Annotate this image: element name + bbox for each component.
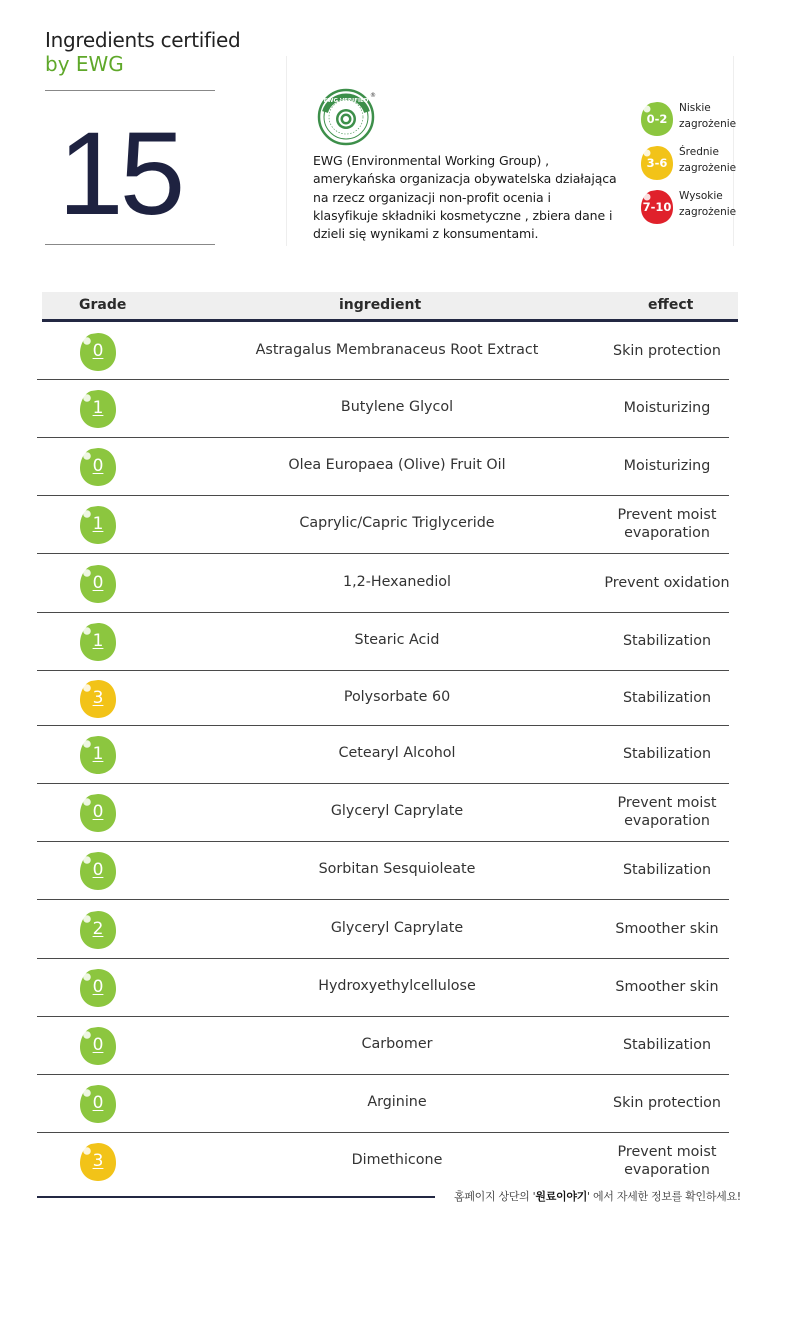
ingredient-effect	[597, 861, 737, 879]
table-row	[37, 842, 729, 900]
legend-label-line2: zagrożenie	[679, 162, 737, 174]
grade-value: 1	[92, 398, 104, 418]
grade-value: 3	[92, 1150, 104, 1171]
effect-line2: evaporation	[624, 1161, 710, 1178]
effect-line1: Stabilization	[622, 1037, 712, 1053]
legend-label-line1: Średnie	[679, 146, 719, 158]
column-header-effect: effect	[648, 297, 694, 313]
column-header-grade: Grade	[79, 297, 127, 313]
grade-value: 0	[92, 340, 104, 361]
svg-text:EWG VERIFIED: EWG VERIFIED	[323, 98, 369, 104]
ingredient-effect	[597, 1036, 737, 1054]
ingredient-name: Butylene Glycol	[340, 399, 454, 415]
ingredient-effect	[597, 978, 737, 996]
ewg-description: EWG (Environmental Working Group) , amerykańska organizacja obywatelska działająca na rzecz organizacji non-profit ocenia i klasyfikuje składniki kosmetyczne , zbiera dane i dzieli się wynikami z konsumentami.	[313, 153, 617, 242]
ingredient-effect	[597, 1143, 737, 1179]
table-row	[37, 1017, 729, 1075]
effect-line1: Skin protection	[613, 342, 721, 359]
grade-value: 1	[92, 631, 104, 651]
effect-line1: Stabilization	[622, 689, 712, 706]
effect-line1: Prevent moist	[617, 1143, 717, 1160]
table-row	[37, 784, 729, 842]
effect-line1: Stabilization	[622, 746, 712, 762]
column-header-ingredient: ingredient	[339, 297, 422, 313]
effect-line1: Prevent oxidation	[604, 574, 730, 591]
effect-line2: evaporation	[624, 813, 710, 829]
table-row	[37, 900, 729, 959]
table-row	[37, 959, 729, 1017]
ingredient-name: Glyceryl Caprylate	[330, 803, 464, 819]
footer-note-prefix: 홈페이지 상단의 '	[454, 1190, 536, 1203]
ingredient-name: Cetearyl Alcohol	[338, 745, 456, 761]
grade-value: 0	[92, 977, 104, 997]
ingredient-effect	[597, 920, 737, 938]
effect-line1: Prevent moist	[617, 795, 717, 811]
table-row	[37, 726, 729, 784]
ingredient-name: Sorbitan Sesquioleate	[318, 861, 476, 877]
grade-value: 2	[92, 918, 104, 939]
registered-mark-icon: ®	[370, 92, 376, 99]
legend-label	[679, 144, 739, 176]
table-row	[37, 323, 729, 380]
effect-line1: Prevent moist	[617, 507, 717, 523]
ewg-info-card	[286, 56, 737, 246]
ingredient-name: Arginine	[367, 1094, 427, 1110]
legend-label-line2: zagrożenie	[679, 206, 737, 218]
ingredient-name: Stearic Acid	[354, 632, 440, 648]
divider-bottom	[45, 244, 215, 245]
effect-line1: Skin protection	[613, 1095, 721, 1111]
legend-item-moderate	[639, 144, 739, 184]
ingredient-name: Hydroxyethylcellulose	[318, 978, 476, 994]
grade-value: 0	[92, 456, 104, 476]
title-block	[45, 28, 241, 76]
page-subtitle: by EWG	[45, 52, 124, 76]
ingredient-effect	[597, 506, 737, 542]
effect-line1: Moisturizing	[623, 400, 711, 416]
grade-value: 0	[92, 572, 104, 593]
ingredient-effect	[597, 574, 737, 592]
ingredient-count: 15	[58, 108, 182, 240]
ingredient-effect	[597, 632, 737, 650]
legend-item-high	[639, 188, 739, 228]
legend-label	[679, 188, 739, 220]
ingredient-effect	[597, 457, 737, 475]
ingredient-name: Olea Europaea (Olive) Fruit Oil	[288, 457, 506, 473]
table-row	[37, 554, 729, 613]
grade-value: 3	[92, 687, 104, 708]
ingredient-name: Dimethicone	[351, 1151, 443, 1168]
effect-line1: Moisturizing	[623, 458, 711, 474]
grade-value: 0	[92, 860, 104, 880]
footer-note	[454, 1188, 741, 1204]
legend-range: 0-2	[646, 112, 668, 126]
legend-range: 3-6	[646, 156, 668, 170]
ingredient-name: Glyceryl Caprylate	[330, 919, 464, 936]
ingredient-name: Carbomer	[361, 1036, 433, 1052]
grade-value: 0	[92, 802, 104, 822]
footer-note-suffix: ' 에서 자세한 정보를 확인하세요!	[587, 1190, 741, 1203]
ingredient-name: Polysorbate 60	[343, 688, 451, 705]
legend-label-line1: Wysokie	[679, 190, 723, 202]
ewg-verified-seal-icon	[317, 88, 375, 146]
effect-line1: Smoother skin	[615, 920, 719, 937]
legend-label	[679, 100, 739, 132]
legend-label-line2: zagrożenie	[679, 118, 737, 130]
ingredient-effect	[597, 745, 737, 763]
table-row	[37, 671, 729, 726]
effect-line1: Smoother skin	[615, 979, 719, 995]
legend-label-line1: Niskie	[679, 102, 711, 114]
page-title: Ingredients certified	[45, 28, 241, 52]
grade-value: 0	[92, 1035, 104, 1055]
grade-value: 1	[92, 514, 104, 534]
footer-divider	[37, 1196, 435, 1198]
table-row	[37, 438, 729, 496]
effect-line1: Stabilization	[622, 862, 712, 878]
ingredient-name: Astragalus Membranaceus Root Extract	[255, 341, 539, 358]
ingredient-effect	[597, 399, 737, 417]
grade-value: 1	[92, 744, 104, 764]
grade-value: 0	[92, 1093, 104, 1113]
effect-line2: evaporation	[624, 525, 710, 541]
ingredient-effect	[597, 794, 737, 830]
table-header	[42, 292, 738, 322]
ingredient-name: Caprylic/Capric Triglyceride	[299, 515, 495, 531]
table-row	[37, 1133, 729, 1190]
divider-top	[45, 90, 215, 91]
ingredient-effect	[597, 342, 737, 360]
legend-range: 7-10	[642, 200, 672, 214]
table-row	[37, 496, 729, 554]
effect-line1: Stabilization	[622, 633, 712, 649]
ingredient-name: 1,2-Hexanediol	[342, 573, 452, 590]
legend-item-low	[639, 100, 739, 140]
table-row	[37, 380, 729, 438]
table-row	[37, 1075, 729, 1133]
footer-note-highlight: 원료이야기	[535, 1190, 588, 1203]
ingredient-effect	[597, 689, 737, 707]
ingredient-effect	[597, 1094, 737, 1112]
table-row	[37, 613, 729, 671]
